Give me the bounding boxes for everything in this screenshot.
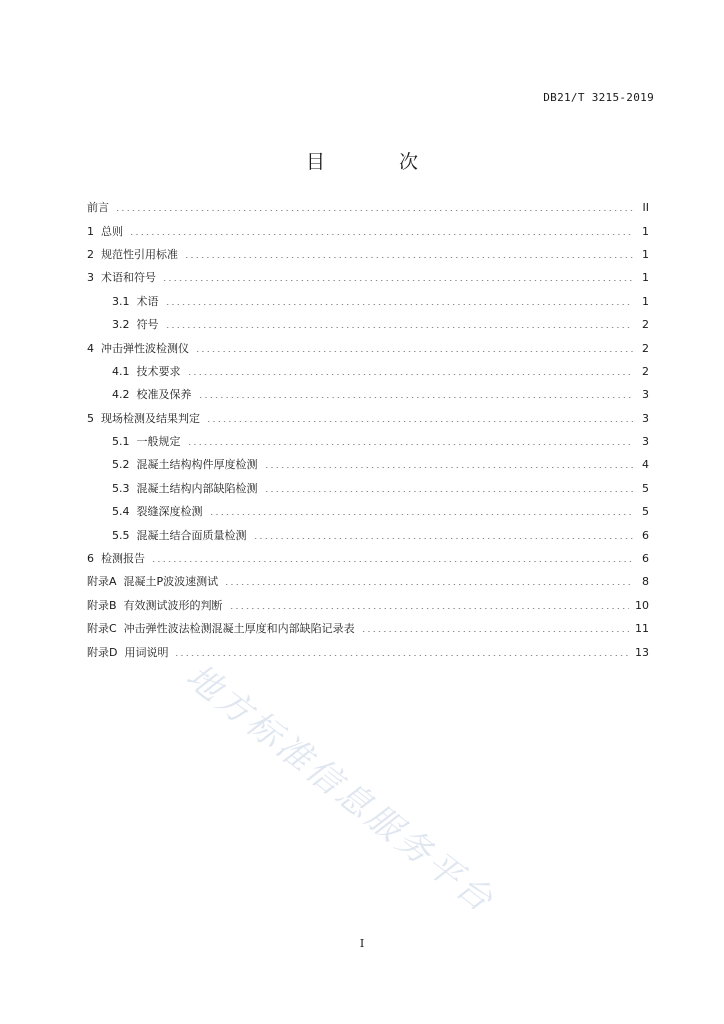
toc-page: 13 <box>635 645 649 659</box>
dot-leader <box>151 561 633 562</box>
toc-number: 5.1 <box>112 435 137 449</box>
dot-leader <box>187 444 634 445</box>
page-number: I <box>359 937 365 950</box>
toc-page: 5 <box>642 481 649 495</box>
table-of-contents <box>87 196 649 664</box>
toc-entry-5-5[interactable] <box>87 523 649 546</box>
dot-leader <box>162 280 633 281</box>
dot-leader <box>224 584 633 585</box>
dot-leader <box>264 491 634 492</box>
toc-page: 2 <box>642 341 649 355</box>
toc-page: 1 <box>642 247 649 261</box>
dot-leader <box>174 655 629 656</box>
toc-title: 混凝土结合面质量检测 <box>136 528 247 542</box>
toc-number: 4 <box>87 341 101 355</box>
toc-number: 5.5 <box>112 528 137 542</box>
toc-number: 3 <box>87 271 101 285</box>
toc-entry-6[interactable] <box>87 547 649 570</box>
toc-page: II <box>642 201 649 215</box>
standard-code: DB21/T 3215-2019 <box>543 91 654 104</box>
toc-title: 总则 <box>101 224 123 238</box>
toc-entry-4[interactable] <box>87 336 649 359</box>
toc-entry-4-1[interactable] <box>87 360 649 383</box>
toc-number: 附录A <box>87 575 124 589</box>
toc-page: 2 <box>642 318 649 332</box>
toc-title: 混凝土P波波速测试 <box>123 575 219 589</box>
toc-entry-1[interactable] <box>87 219 649 242</box>
toc-number: 附录C <box>87 622 124 636</box>
toc-entry-3-1[interactable] <box>87 290 649 313</box>
dot-leader <box>187 374 634 375</box>
dot-leader <box>129 234 633 235</box>
toc-title: 规范性引用标准 <box>101 247 178 261</box>
toc-entry-5-1[interactable] <box>87 430 649 453</box>
toc-page: 6 <box>642 528 649 542</box>
toc-title: 校准及保养 <box>136 388 192 402</box>
dot-leader <box>229 608 629 609</box>
toc-entry-appendix-c[interactable] <box>87 617 649 640</box>
toc-title: 混凝土结构内部缺陷检测 <box>136 481 258 495</box>
toc-title: 符号 <box>136 318 159 332</box>
toc-number: 4.1 <box>112 364 137 378</box>
toc-title: 现场检测及结果判定 <box>101 411 200 425</box>
toc-number: 5.2 <box>112 458 137 472</box>
toc-page: 1 <box>642 271 649 285</box>
toc-entry-appendix-b[interactable] <box>87 594 649 617</box>
toc-page: 3 <box>642 388 649 402</box>
watermark: 地方标准信息服务平台 <box>178 656 503 922</box>
toc-entry-appendix-d[interactable] <box>87 640 649 663</box>
toc-entry-5[interactable] <box>87 407 649 430</box>
dot-leader <box>264 467 634 468</box>
toc-page: 1 <box>642 224 649 238</box>
toc-title: 检测报告 <box>101 552 145 566</box>
dot-leader <box>165 304 634 305</box>
dot-leader <box>165 327 634 328</box>
toc-title: 有效测试波形的判断 <box>123 598 223 612</box>
toc-page: 3 <box>642 411 649 425</box>
toc-number: 3.2 <box>112 318 137 332</box>
toc-page: 6 <box>642 552 649 566</box>
toc-number: 4.2 <box>112 388 137 402</box>
toc-page: 3 <box>642 435 649 449</box>
toc-page: 11 <box>635 622 649 636</box>
toc-number: 附录D <box>87 645 125 659</box>
toc-number: 3.1 <box>112 294 137 308</box>
toc-number: 5 <box>87 411 101 425</box>
toc-page: 10 <box>635 598 649 612</box>
toc-page: 1 <box>642 294 649 308</box>
toc-number: 附录B <box>87 598 124 612</box>
dot-leader <box>206 421 633 422</box>
toc-number: 5.4 <box>112 505 137 519</box>
toc-title: 术语和符号 <box>101 271 156 285</box>
toc-entry-3[interactable] <box>87 266 649 289</box>
toc-number: 5.3 <box>112 481 137 495</box>
dot-leader <box>184 257 633 258</box>
toc-entry-5-4[interactable] <box>87 500 649 523</box>
toc-title: 冲击弹性波检测仪 <box>101 341 189 355</box>
toc-title: 混凝土结构构件厚度检测 <box>136 458 258 472</box>
toc-title: 前言 <box>87 201 109 215</box>
dot-leader <box>361 631 629 632</box>
toc-number: 2 <box>87 247 101 261</box>
toc-page: 2 <box>642 364 649 378</box>
toc-entry-foreword[interactable] <box>87 196 649 219</box>
toc-title: 用词说明 <box>124 645 169 659</box>
dot-leader <box>253 538 634 539</box>
dot-leader <box>209 514 634 515</box>
toc-entry-2[interactable] <box>87 243 649 266</box>
toc-title: 冲击弹性波法检测混凝土厚度和内部缺陷记录表 <box>123 622 355 636</box>
toc-page: 8 <box>642 575 649 589</box>
toc-page: 5 <box>642 505 649 519</box>
toc-number: 1 <box>87 224 101 238</box>
toc-entry-appendix-a[interactable] <box>87 570 649 593</box>
toc-title: 裂缝深度检测 <box>136 505 203 519</box>
toc-title: 一般规定 <box>136 435 181 449</box>
toc-title: 术语 <box>136 294 159 308</box>
dot-leader <box>195 351 633 352</box>
toc-entry-3-2[interactable] <box>87 313 649 336</box>
toc-entry-5-3[interactable] <box>87 477 649 500</box>
toc-page: 4 <box>642 458 649 472</box>
toc-entry-4-2[interactable] <box>87 383 649 406</box>
toc-entry-5-2[interactable] <box>87 453 649 476</box>
toc-title: 技术要求 <box>136 364 181 378</box>
dot-leader <box>198 397 634 398</box>
dot-leader <box>115 210 633 211</box>
page-title: 目 次 <box>305 151 453 173</box>
toc-number: 6 <box>87 552 101 566</box>
